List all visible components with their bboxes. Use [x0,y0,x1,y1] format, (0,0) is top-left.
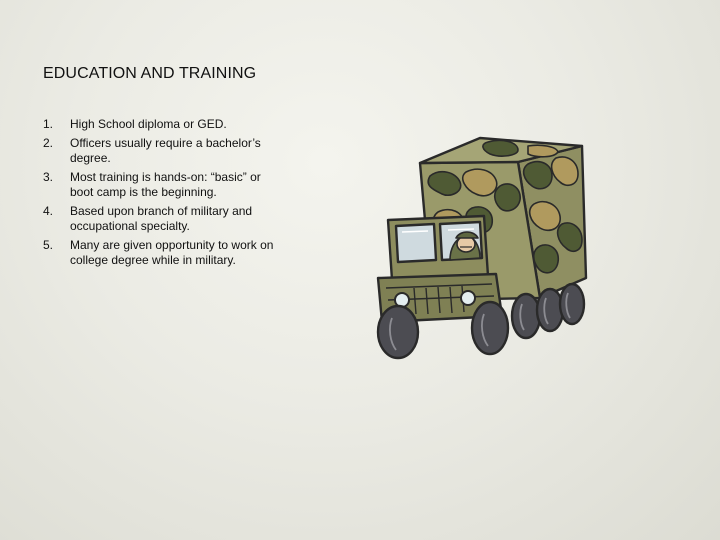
list-item [43,204,283,235]
list-item [43,136,283,167]
list-item-number: 2. [43,135,54,150]
slide-title: EDUCATION AND TRAINING [43,65,257,82]
list-item-number: 5. [43,237,54,252]
list-item-number: 1. [43,117,54,131]
numbered-list [43,117,283,272]
list-item-number: 4. [43,203,54,218]
list-item [43,170,283,201]
list-item-number: 3. [43,169,54,184]
list-item-text: High School diploma or GED. [70,117,227,131]
list-item [43,117,283,133]
military-truck-icon [368,128,592,368]
list-item-text: Many are given opportunity to work on college degree while in military. [70,237,274,267]
list-item-text: Officers usually require a bachelor’s degree. [70,135,261,165]
list-item-text: Based upon branch of military and occupational specialty. [70,203,253,233]
list-item-text: Most training is hands-on: “basic” or boot camp is the beginning. [70,169,261,199]
list-item [43,238,283,269]
